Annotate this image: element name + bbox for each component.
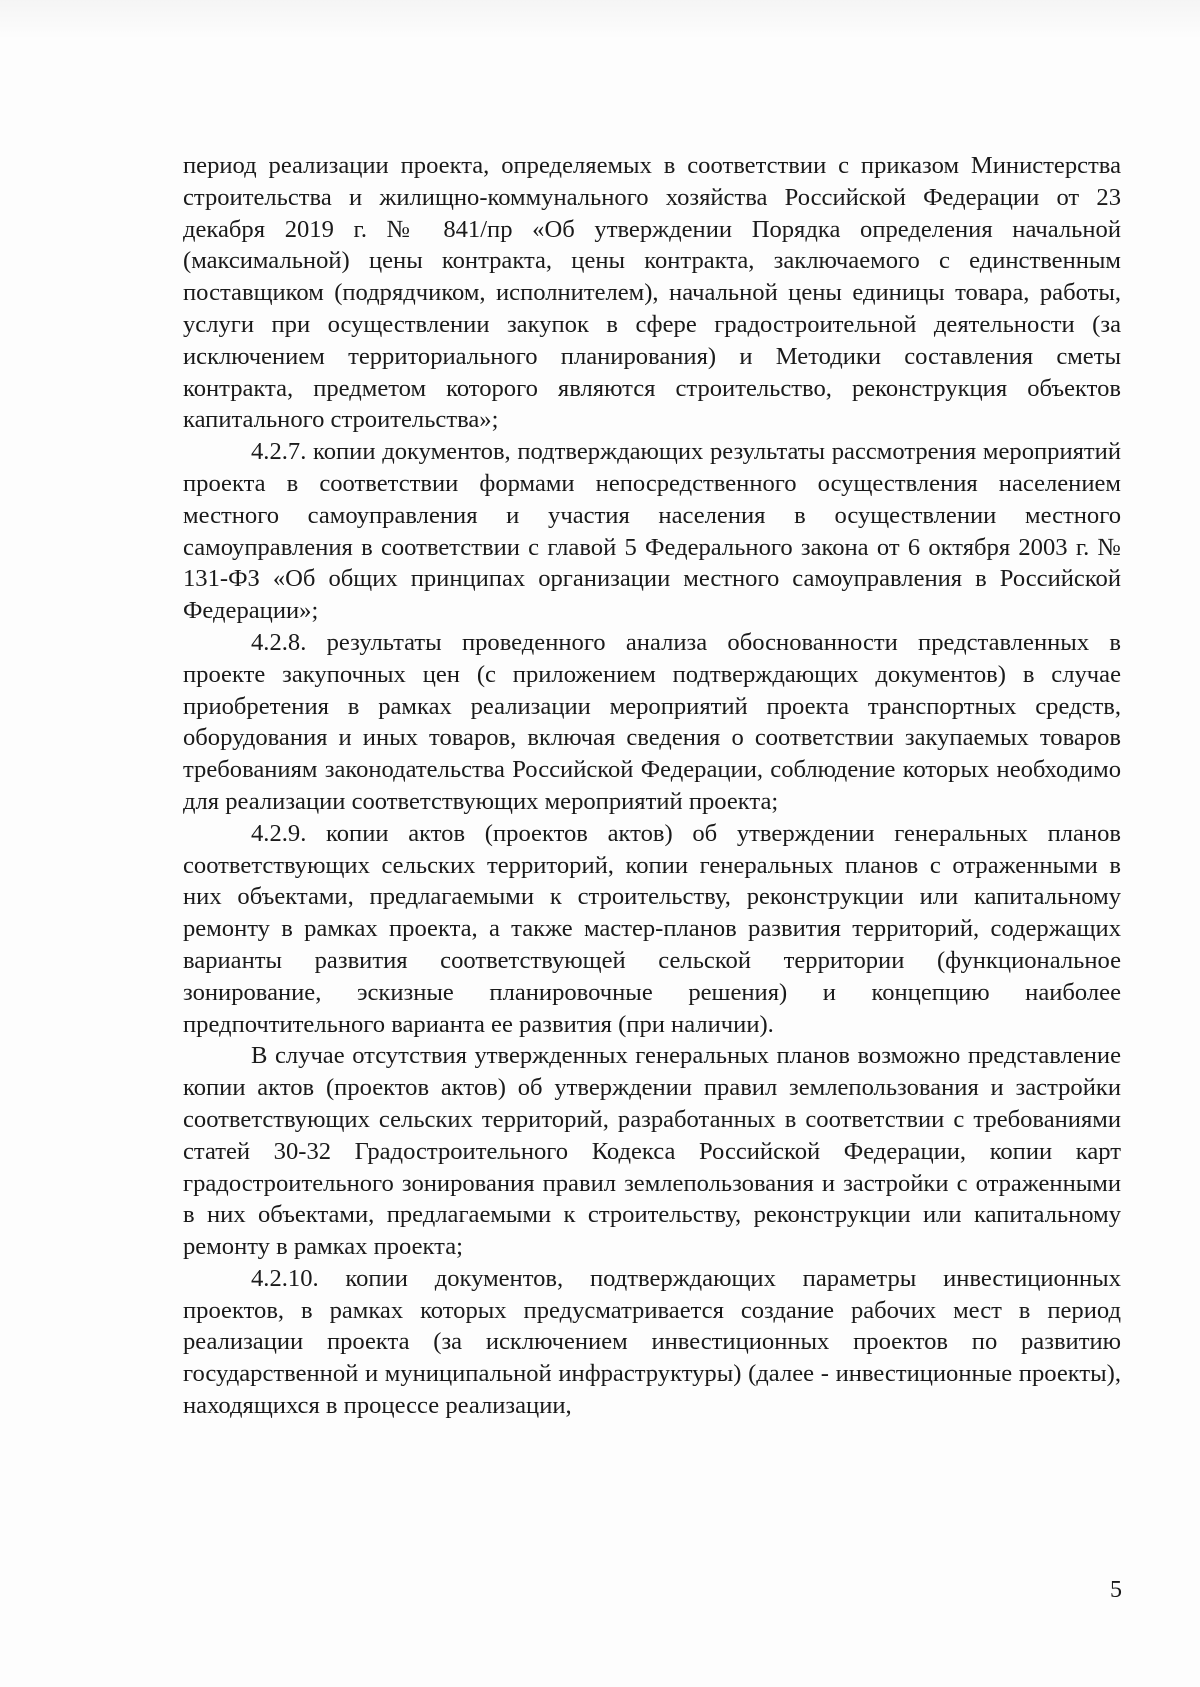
scan-edge-shading [0,0,1200,40]
paragraph-continuation: период реализации проекта, определяемых в соответствии с приказом Министерства строительства и жилищно-коммунального хозяйства Российской Федерации от 23 декабря 2019 г. № 841/пр «Об утверждении Порядка определения начальной (максимальной) цены контракта, цены контракта, заключаемого с единственным поставщиком (подрядчиком, исполнителем), начальной цены единицы товара, работы, услуги при осуществлении закупок в сфере градостроительной деятельности (за исключением территориального планирования) и Методики составления сметы контракта, предметом которого являются строительство, реконструкция объектов капитального строительства»; [183,152,1121,434]
paragraph-item-4-2-7: 4.2.7. копии документов, подтверждающих результаты рассмотрения мероприятий проекта в соответствии формами непосредственного осуществления населением местного самоуправления и участия населения в осуществлении местного самоуправления в соответствии с главой 5 Федерального закона от 6 октября 2003 г. № 131-ФЗ «Об общих принципах организации местного самоуправления в Российской Федерации»; [183,438,1121,625]
page-number: 5 [1110,1577,1122,1603]
paragraph-item-4-2-9: 4.2.9. копии актов (проектов актов) об утверждении генеральных планов соответствующих сельских территорий, копии генеральных планов с отраженными в них объектами, предлагаемыми к строительству, реконструкции или капитальному ремонту в рамках проекта, а также мастер-планов развития территорий, содержащих варианты развития соответствующей сельской территории (функциональное зонирование, эскизные планировочные решения) и концепцию наиболее предпочтительного варианта ее развития (при наличии). [183,819,1121,1038]
paragraph-general-plans-absence: В случае отсутствия утвержденных генеральных планов возможно представление копии актов (проектов актов) об утверждении правил землепользования и застройки соответствующих сельских территорий, разработанных в соответствии с требованиями статей 30-32 Градостроительного Кодекса Российской Федерации, копии карт градостроительного зонирования правил землепользования и застройки с отраженными в них объектами, предлагаемыми к строительству, реконструкции или капитальному ремонту в рамках проекта; [183,1042,1121,1261]
paragraph-item-4-2-10: 4.2.10. копии документов, подтверждающих параметры инвестиционных проектов, в рамках которых предусматривается создание рабочих мест в период реализации проекта (за исключением инвестиционных проектов по развитию государственной и муниципальной инфраструктуры) (далее - инвестиционные проекты), находящихся в процессе реализации, [183,1264,1121,1420]
paragraph-item-4-2-8: 4.2.8. результаты проведенного анализа обоснованности представленных в проекте закупочных цен (с приложением подтверждающих документов) в случае приобретения в рамках реализации мероприятий проекта транспортных средств, оборудования и иных товаров, включая сведения о соответствии закупаемых товаров требованиям законодательства Российской Федерации, соблюдение которых необходимо для реализации соответствующих мероприятий проекта; [183,628,1121,815]
document-body [183,150,1121,1422]
